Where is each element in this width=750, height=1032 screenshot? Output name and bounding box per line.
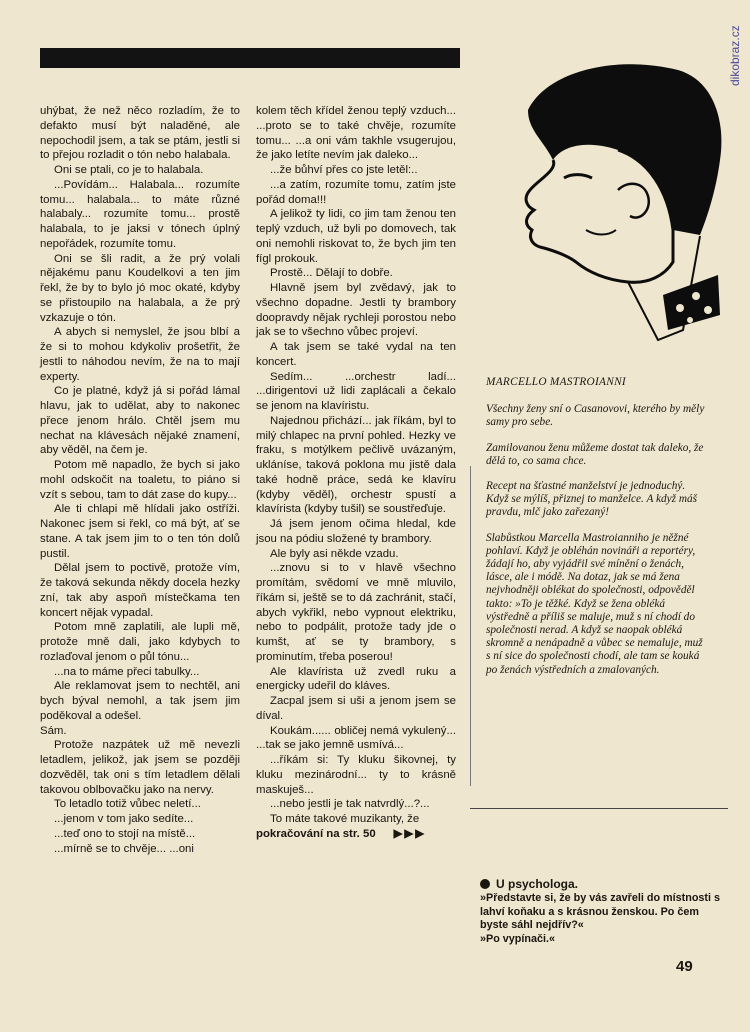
paragraph: ...a zatím, rozumíte tomu, zatím jste pořád doma!!! — [256, 178, 456, 206]
paragraph: Najednou přichází... jak říkám, byl to milý chlapec na první pohled. Hezky ve fraku, s motýlkem pečlivě uvázaným, ukláníse, taková poklona mu jistě dala také hodně práce, sedá ke klavíru (kdyby věděl), orchestr spustí a klavírista (kdyby tušil) se soustřeďuje. — [256, 414, 456, 516]
joke-question: »Představte si, že by vás zavřeli do místnosti s lahví koňaku a s krásnou ženskou. Po čem byste sáhl nejdřív?« — [480, 892, 721, 932]
paragraph: A jelikož ty lidi, co jim tam ženou ten teplý vzduch, už byli po domovech, tak oni nemohli riskovat to, že bych jim ten fígl prokouk. — [256, 208, 456, 265]
caption-name: MARCELLO MASTROIANNI — [486, 376, 626, 388]
caption-paragraph: Zamilovanou ženu můžeme dostat tak daleko, že dělá to, co sama chce. — [486, 441, 704, 467]
caption-paragraph: Všechny ženy sní o Casanovovi, kterého by měly samy pro sebe. — [486, 403, 705, 429]
paragraph: ...mírně se to chvěje... ...oni — [54, 842, 194, 855]
paragraph: Já jsem jenom očima hledal, kde jsou na pódiu složené ty brambory. — [256, 518, 456, 545]
bullet-icon — [480, 879, 490, 889]
paragraph: Zacpal jsem si uši a jenom jsem se díval. — [256, 695, 456, 722]
paragraph: uhýbat, že než něco rozladím, že to defakto musí být naladěné, ale nepochodil jsem, a tak se ptám, jestli si to přejou rozladit o tón nebo halabala. — [40, 105, 240, 162]
paragraph: Co je platné, když já si pořád lámal hlavu, jak to udělat, aby to nakonec přece jenom hrálo. Chtěl jsem mu nechat na klávesách nějaké znamení, aby věděl, na čem je. — [40, 385, 240, 457]
paragraph: Sám. — [40, 724, 67, 737]
caption-paragraph: Slabůstkou Marcella Mastroianniho je něžné pohlaví. Když je obléhán novináři a reportéry, žádají ho, aby vyjádřil své mínění o ženách, lásce, ale i módě. Na dotaz, jak se má žena nejvhodněji oblékat do společnosti, odpověděl takto: »To je těžké. Když se žena obléká výstředně a příliš se maluje, muž s ní chodí do společnosti nerad. A když se naopak obléká skromně a nenápadně a vůbec se nemaluje, muž s ní sice do společnosti chodí, ale tam se kouká po ženách výstředních a zmalovaných. — [486, 531, 703, 676]
text-column-2 — [256, 104, 456, 842]
paragraph: ...teď ono to stojí na místě... — [54, 827, 196, 840]
paragraph: Potom mě napadlo, že bych si jako mohl odskočit na toaletu, to piáno si vzít s sebou, tam to dát zase do kupy... — [40, 459, 240, 501]
paragraph: Dělal jsem to poctivě, protože vím, že taková sekunda někdy docela hezky zní, tak aby aspoň místečkama ten koncert nějak vypadal. — [40, 562, 240, 619]
paragraph: Ale ti chlapi mě hlídali jako ostříži. Nakonec jsem si řekl, co má být, ať se stane. A tak jsem jim to o ten tón dolů pustil. — [40, 503, 240, 560]
paragraph: To máte takové muzikanty, že — [270, 813, 420, 825]
paragraph: Ale byly asi někde vzadu. — [270, 547, 399, 560]
paragraph: A abych si nemyslel, že jsou blbí a že si to mohou kdykoliv prošetřit, že jestli to náhodou nevím, že na to mají experty. — [40, 326, 240, 383]
paragraph: Oni se ptali, co je to halabala. — [54, 164, 204, 176]
paragraph: ...nebo jestli je tak natvrdlý...?... — [270, 798, 430, 811]
continued-note — [256, 827, 456, 842]
page-number: 49 — [676, 958, 693, 975]
paragraph: ...jenom v tom jako sedíte... — [54, 813, 194, 825]
paragraph: Protože nazpátek už mě nevezli letadlem, jelikož, jak jsem se později dozvěděl, tak oni s tím letadlem dělali takovou oblbovačku jako na nervy. — [40, 739, 240, 796]
paragraph: kolem těch křídel ženou teplý vzduch... ...proto se to také chvěje, rozumíte tomu... ...a oni vám takhle vsugerujou, že jako letíte nevím jak daleko... — [256, 105, 456, 162]
paragraph: Oni se šli radit, a že prý volali nějakému panu Koudelkovi a ten jim řekl, že by to bylo jó moc okaté, kdyby se přistoupilo na halabala, a že prý vzkazuje o tón. — [40, 252, 240, 324]
paragraph: A tak jsem se také vydal na ten koncert. — [256, 341, 456, 368]
paragraph: ...na to máme přeci tabulky... — [54, 665, 200, 678]
header-bar — [40, 48, 460, 68]
paragraph: ...že bůhví přes co jste letěl:.. — [270, 164, 418, 176]
continued-arrows-icon: ▶▶▶ — [393, 827, 426, 840]
paragraph: ...říkám si: Ty kluku šikovnej, ty kluku mezinárodní... ty to krásně maskuješ... — [256, 754, 456, 796]
paragraph: Koukám...... obličej nemá vykulený... ...tak se jako jemně usmívá... — [256, 724, 456, 752]
divider — [470, 808, 728, 809]
paragraph: Prostě... Dělají to dobře. — [270, 267, 393, 280]
paragraph: Hlavně jsem byl zvědavý, jak to všechno dopadne. Jestli ty brambory doopravdy nějak rychleji porostou nebo jak se to všechno vůbec projeví. — [256, 282, 456, 339]
watermark: dikobraz.cz — [728, 25, 742, 86]
paragraph: ...znovu si to v hlavě všechno promítám, svědomí ve mně mluvilo, říkám si, ještě se to dá zachránit, stačí, abych vykřikl, nebo vypnout elektriku, nebo to podpálit, protože tady jde o kumšt, ať se ty brambory, s prominutím, třeba poserou! — [256, 562, 456, 663]
joke-answer: »Po vypínači.« — [480, 932, 556, 945]
paragraph: Sedím... ...orchestr ladí... ...dirigentovi už lidi zaplácali a čekalo se jenom na klavíristu. — [256, 370, 456, 412]
caption-paragraph: Recept na šťastné manželství je jednoduchý. Když se mýlíš, přiznej to manželce. A když máš pravdu, mlč jako zařezaný! — [486, 480, 698, 519]
paragraph: To letadlo totiž vůbec neletí... — [54, 798, 201, 811]
text-column-1 — [40, 104, 240, 856]
joke-heading: U psychologa. — [480, 878, 722, 892]
paragraph: ...Povídám... Halabala... rozumíte tomu... halabala... to máte různé halabaly... rozumíte tomu... prostě halabala, to je jaksi v tónech úplný nepořádek, rozumíte tomu. — [40, 178, 240, 250]
psychologist-joke — [480, 878, 722, 946]
divider — [470, 466, 471, 786]
caricature-portrait — [468, 40, 728, 360]
paragraph: Ale reklamovat jsem to nechtěl, ani bych býval nemohl, a tak jsem jim poděkoval a odešel. — [40, 680, 240, 722]
portrait-caption — [486, 376, 708, 689]
paragraph: Potom mně zaplatili, ale lupli mě, protože mně dali, jako kdybych to rozlaďoval jenom o půl tónu... — [40, 621, 240, 663]
paragraph: Ale klavírista už zvedl ruku a energicky udeřil do kláves. — [256, 665, 456, 693]
continued-link[interactable]: pokračování na str. 50 — [256, 827, 376, 840]
